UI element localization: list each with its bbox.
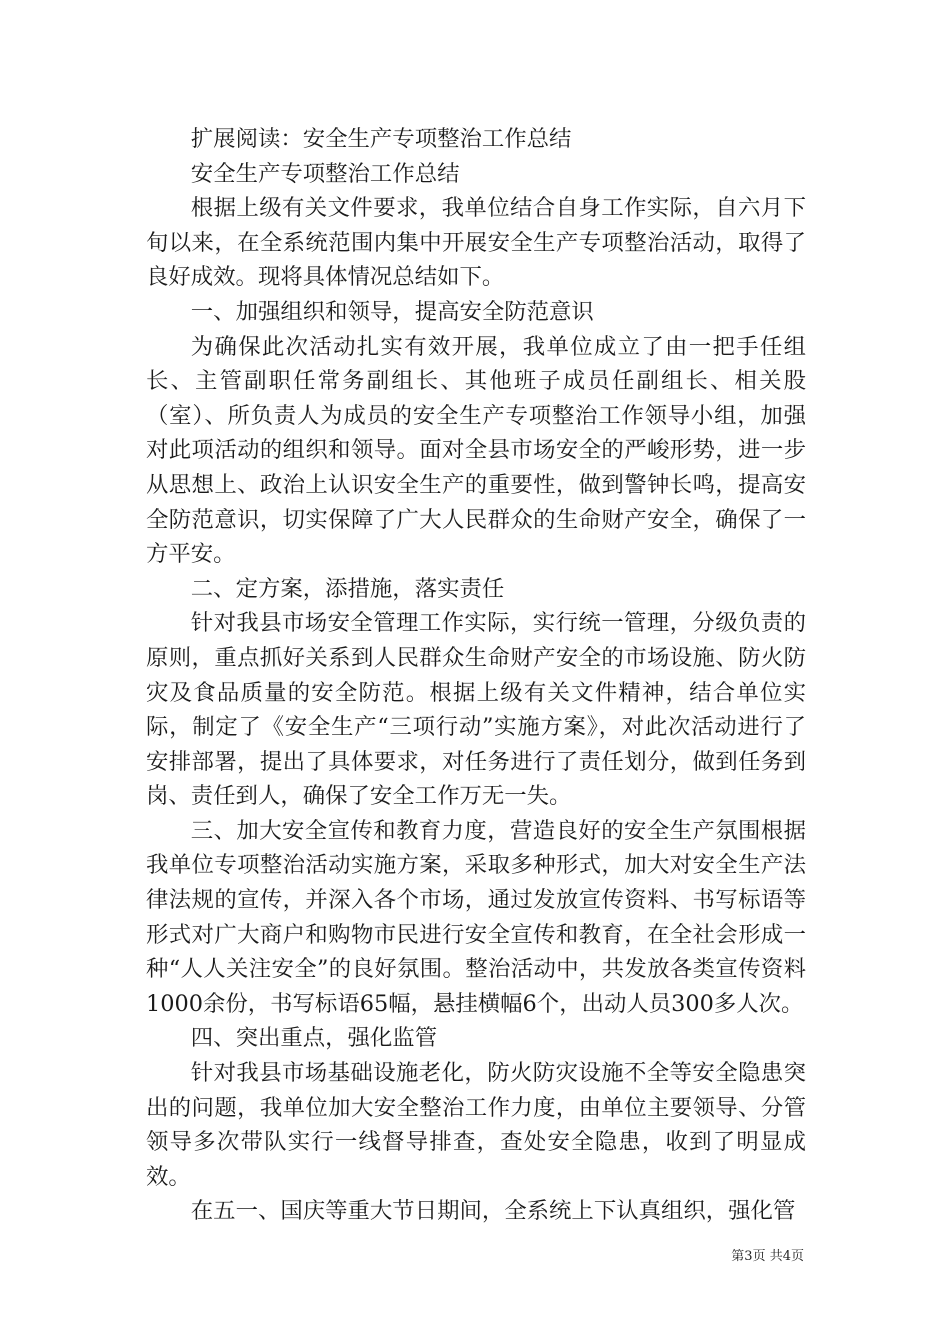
extended-reading-heading: 扩展阅读：安全生产专项整治工作总结 [190,126,572,152]
holiday-paragraph: 在五一、国庆等重大节日期间，全系统上下认真组织，强化管 [190,1198,796,1225]
footer-suffix: 页 [790,1249,804,1264]
document-body [146,122,806,1229]
footer-middle: 页 共 [752,1249,783,1264]
section-4-paragraph: 针对我县市场基础设施老化，防火防灾设施不全等安全隐患突出的问题，我单位加大安全整治工作力度，由单位主要领导、分管领导多次带队实行一线督导排查，查处安全隐患，收到了明显成效。 [146,1060,806,1190]
footer-total-pages: 4 [782,1249,791,1264]
section-3-paragraph: 三、加大安全宣传和教育力度，营造良好的安全生产氛围根据我单位专项整治活动实施方案，采取多种形式，加大对安全生产法律法规的宣传，并深入各个市场，通过发放宣传资料、书写标语等形式对广大商户和购物市民进行安全宣传和教育，在全社会形成一种“人人关注安全”的良好氛围。整治活动中，共发放各类宣传资料1000余份，书写标语65幅，悬挂横幅6个，出动人员300多人次。 [146,817,806,1017]
section-2-paragraph: 针对我县市场安全管理工作实际，实行统一管理，分级负责的原则，重点抓好关系到人民群众生命财产安全的市场设施、防火防灾及食品质量的安全防范。根据上级有关文件精神，结合单位实际，制定了《安全生产“三项行动”实施方案》，对此次活动进行了安排部署，提出了具体要求，对任务进行了责任划分，做到任务到岗、责任到人，确保了安全工作万无一失。 [146,610,806,810]
section-1-paragraph: 为确保此次活动扎实有效开展，我单位成立了由一把手任组长、主管副职任常务副组长、其他班子成员任副组长、相关股（室）、所负责人为成员的安全生产专项整治工作领导小组，加强对此项活动的组织和领导。面对全县市场安全的严峻形势，进一步从思想上、政治上认识安全生产的重要性，做到警钟长鸣，提高安全防范意识，切实保障了广大人民群众的生命财产安全，确保了一方平安。 [146,333,806,568]
page-number-footer [731,1248,804,1266]
section-heading-1: 一、加强组织和领导，提高安全防范意识 [190,298,594,325]
section-heading-2: 二、定方案，添措施，落实责任 [190,575,505,602]
section-heading-4: 四、突出重点，强化监管 [190,1025,438,1052]
footer-prefix: 第 [731,1249,745,1264]
footer-current-page: 3 [744,1249,753,1264]
intro-paragraph: 根据上级有关文件要求，我单位结合自身工作实际，自六月下旬以来，在全系统范围内集中开展安全生产专项整治活动，取得了良好成效。现将具体情况总结如下。 [146,195,806,291]
document-title: 安全生产专项整治工作总结 [190,160,460,187]
